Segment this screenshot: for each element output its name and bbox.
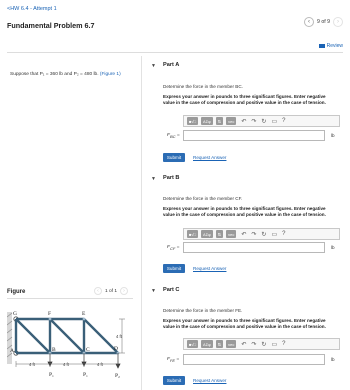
- part-b-instructions: Express your answer in pounds to three significant figures. Enter negative value in the case of compression and positive value in the case of tension.: [163, 206, 326, 218]
- page-title: Fundamental Problem 6.7: [7, 21, 95, 30]
- part-c-toolbar: [183, 338, 340, 350]
- label-d: D: [114, 346, 118, 352]
- vec-button[interactable]: vec: [228, 341, 235, 347]
- part-a-toolbar: [183, 115, 340, 127]
- answer-eq: =: [176, 357, 180, 362]
- sort-button[interactable]: ⇅: [217, 231, 222, 237]
- part-a-instructions: Express your answer in pounds to three significant figures. Enter negative value in the case of compression and positive value in the case of tension.: [163, 94, 326, 106]
- answer-sub: BC: [169, 133, 176, 139]
- part-c-question: Determine the force in the member FE.: [163, 308, 243, 313]
- part-b-answer-label: [167, 245, 179, 251]
- chevron-left-icon: ‹: [97, 288, 99, 294]
- help-icon[interactable]: ?: [282, 231, 286, 237]
- part-a-answer-input[interactable]: [183, 130, 325, 141]
- reset-icon[interactable]: ↻: [261, 341, 267, 348]
- part-c-collapse-icon[interactable]: ▼: [151, 288, 156, 294]
- greek-button[interactable]: AΣφ: [203, 231, 211, 237]
- part-c-submit-button[interactable]: Submit: [163, 376, 185, 385]
- review-link[interactable]: [319, 43, 343, 49]
- part-b-toolbar: [183, 228, 340, 240]
- label-c: C: [86, 347, 90, 353]
- dim-label-vertical: 4 ft: [116, 334, 122, 339]
- part-c-instructions: Express your answer in pounds to three significant figures. Enter negative value in the case of compression and positive value in the case of tension.: [163, 318, 326, 330]
- undo-icon[interactable]: ↶: [241, 231, 247, 238]
- keyboard-icon[interactable]: ▭: [271, 341, 278, 348]
- keyboard-icon[interactable]: ▭: [271, 231, 278, 238]
- part-c-answer-input[interactable]: [183, 354, 325, 365]
- redo-icon[interactable]: ↷: [251, 341, 257, 348]
- part-b-unit: lb: [331, 245, 335, 250]
- answer-var: F: [167, 357, 170, 362]
- figure-pager: [94, 287, 128, 295]
- vec-button[interactable]: vec: [228, 118, 235, 124]
- figure-divider: [7, 298, 133, 299]
- part-b-answer-input[interactable]: [183, 242, 325, 253]
- answer-var: F: [167, 245, 170, 250]
- vec-button[interactable]: vec: [228, 231, 235, 237]
- dim-label-3: 4 ft: [97, 362, 103, 367]
- figure-label: Figure: [7, 289, 26, 295]
- answer-eq: =: [176, 133, 180, 138]
- answer-eq: =: [176, 245, 180, 250]
- answer-sub: FE: [169, 357, 176, 363]
- reset-icon[interactable]: ↻: [261, 231, 267, 238]
- part-c-title: Part C: [163, 287, 180, 293]
- dim-label-2: 4 ft: [63, 362, 69, 367]
- part-c-unit: lb: [331, 357, 335, 362]
- redo-icon[interactable]: ↷: [251, 231, 257, 238]
- part-a-collapse-icon[interactable]: ▼: [151, 63, 156, 69]
- part-a-question: Determine the force in the member BC.: [163, 84, 243, 89]
- part-c-request-answer[interactable]: Request Answer: [193, 378, 227, 383]
- column-divider: [141, 56, 142, 390]
- chevron-right-icon: ›: [337, 19, 339, 25]
- undo-icon[interactable]: ↶: [241, 118, 247, 125]
- label-p1-c: P₁: [83, 372, 88, 378]
- answer-var: F: [167, 133, 170, 138]
- undo-icon[interactable]: ↶: [241, 341, 247, 348]
- label-p2-d: P₂: [115, 373, 120, 379]
- part-b-submit-button[interactable]: Submit: [163, 264, 185, 273]
- figure-pager-text: 1 of 1: [105, 288, 118, 294]
- part-a-title: Part A: [163, 62, 180, 68]
- label-g: G: [13, 311, 17, 317]
- templates-button[interactable]: ■√□: [189, 341, 197, 347]
- prev-figure-button[interactable]: [94, 287, 102, 295]
- part-a-unit: lb: [331, 133, 335, 138]
- answer-sub: CF: [169, 245, 176, 251]
- dim-label-1: 4 ft: [29, 362, 35, 367]
- keyboard-icon[interactable]: ▭: [271, 118, 278, 125]
- problem-text: Suppose that P₁ = 360 lb and P₂ = 480 lb.: [10, 72, 99, 77]
- greek-button[interactable]: AΣφ: [203, 118, 211, 124]
- next-problem-button[interactable]: [333, 17, 343, 27]
- part-b-question: Determine the force in the member CF.: [163, 196, 243, 201]
- label-p1-b: P₁: [49, 372, 54, 378]
- templates-button[interactable]: ■√□: [189, 118, 197, 124]
- reset-icon[interactable]: ↻: [261, 118, 267, 125]
- prev-problem-button[interactable]: [304, 17, 314, 27]
- sort-button[interactable]: ⇅: [217, 118, 222, 124]
- pager-text: 9 of 9: [317, 19, 330, 25]
- part-a-answer-label: [167, 133, 180, 139]
- problem-pager: [304, 17, 343, 27]
- review-label: Review: [326, 43, 343, 49]
- book-icon: [319, 44, 325, 48]
- sort-button[interactable]: ⇅: [217, 341, 222, 347]
- problem-statement: [10, 72, 121, 77]
- figure-link[interactable]: (Figure 1): [99, 72, 121, 77]
- next-figure-button[interactable]: [120, 287, 128, 295]
- part-b-title: Part B: [163, 175, 180, 181]
- part-b-request-answer[interactable]: Request Answer: [193, 266, 227, 271]
- help-icon[interactable]: ?: [282, 341, 286, 347]
- back-link[interactable]: <HW 6.4 - Attempt 1: [7, 6, 57, 12]
- part-a-request-answer[interactable]: Request Answer: [193, 155, 227, 160]
- label-b: B: [52, 347, 56, 353]
- chevron-left-icon: ‹: [308, 19, 311, 25]
- header-divider: [7, 52, 343, 53]
- redo-icon[interactable]: ↷: [251, 118, 257, 125]
- part-c-answer-label: [167, 357, 179, 363]
- chevron-right-icon: ›: [123, 288, 125, 294]
- label-a: A: [10, 348, 14, 354]
- templates-button[interactable]: ■√□: [189, 231, 197, 237]
- part-a-submit-button[interactable]: Submit: [163, 153, 185, 162]
- label-e: E: [82, 311, 86, 317]
- truss-members: [16, 319, 118, 353]
- label-f: F: [48, 311, 52, 317]
- part-b-collapse-icon[interactable]: ▼: [151, 176, 156, 182]
- truss-figure: [7, 305, 133, 387]
- greek-button[interactable]: AΣφ: [203, 341, 211, 347]
- help-icon[interactable]: ?: [282, 118, 286, 124]
